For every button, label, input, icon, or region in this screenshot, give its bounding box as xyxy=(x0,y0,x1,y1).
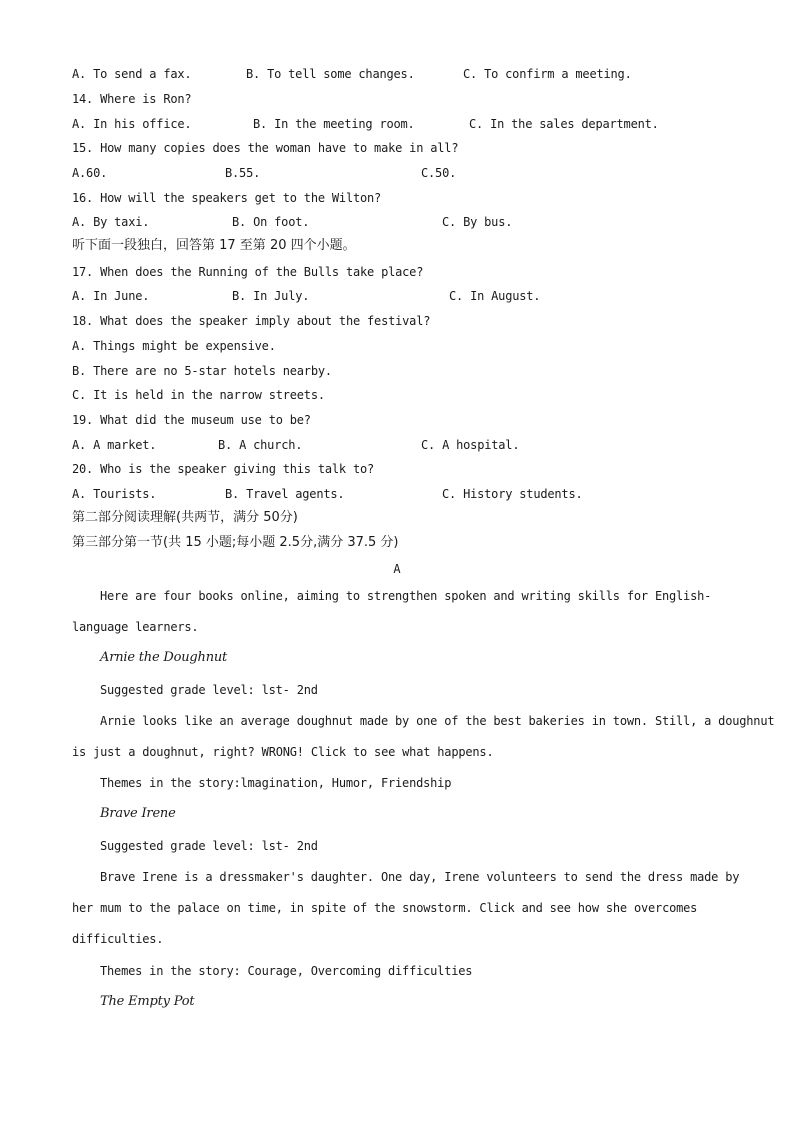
monologue-instruction: 听下面一段独白，回答第 17 至第 20 四个小题。 xyxy=(72,238,356,253)
q20-option-a: A. Tourists. xyxy=(72,487,157,501)
q13-option-b: B. To tell some changes. xyxy=(246,67,415,81)
book1-grade: Suggested grade level: lst- 2nd xyxy=(100,683,318,697)
q20-option-b: B. Travel agents. xyxy=(225,487,345,501)
q13-option-a: A. To send a fax. xyxy=(72,67,192,81)
q14-option-a: A. In his office. xyxy=(72,117,192,131)
q14-option-c: C. In the sales department. xyxy=(469,117,659,131)
book2-grade: Suggested grade level: lst- 2nd xyxy=(100,839,318,853)
q18-option-c: C. It is held in the narrow streets. xyxy=(72,388,325,402)
book2-desc-line1: Brave Irene is a dressmaker's daughter. One day, Irene volunteers to send the dress made by xyxy=(100,870,740,884)
q13-option-c: C. To confirm a meeting. xyxy=(463,67,632,81)
book2-title: Brave Irene xyxy=(100,806,176,821)
q17-option-b: B. In July. xyxy=(232,289,310,303)
passage-label: A xyxy=(393,562,401,576)
book1-desc-line2: is just a doughnut, right? WRONG! Click to see what happens. xyxy=(72,745,494,759)
book2-themes: Themes in the story: Courage, Overcoming difficulties xyxy=(100,964,473,978)
q19-option-c: C. A hospital. xyxy=(421,438,520,452)
question-15: 15. How many copies does the woman have to make in all? xyxy=(72,141,459,155)
q17-option-c: C. In August. xyxy=(449,289,541,303)
question-17: 17. When does the Running of the Bulls take place? xyxy=(72,265,424,279)
question-14: 14. Where is Ron? xyxy=(72,92,192,106)
book2-desc-line3: difficulties. xyxy=(72,932,164,946)
question-16: 16. How will the speakers get to the Wilton? xyxy=(72,191,382,205)
q15-option-b: B.55. xyxy=(225,166,261,180)
q15-option-c: C.50. xyxy=(421,166,457,180)
book1-themes: Themes in the story:lmagination, Humor, Friendship xyxy=(100,776,452,790)
book2-desc-line2: her mum to the palace on time, in spite of the snowstorm. Click and see how she overcomes xyxy=(72,901,698,915)
q15-option-a: A.60. xyxy=(72,166,108,180)
q18-option-a: A. Things might be expensive. xyxy=(72,339,276,353)
q18-option-b: B. There are no 5-star hotels nearby. xyxy=(72,364,332,378)
q20-option-c: C. History students. xyxy=(442,487,583,501)
part2-heading: 第二部分阅读理解(共两节，满分 50分) xyxy=(72,510,298,525)
q19-option-b: B. A church. xyxy=(218,438,303,452)
q16-option-c: C. By bus. xyxy=(442,215,513,229)
q16-option-b: B. On foot. xyxy=(232,215,310,229)
passage-intro-line1: Here are four books online, aiming to strengthen spoken and writing skills for English- xyxy=(100,589,712,603)
q14-option-b: B. In the meeting room. xyxy=(253,117,415,131)
q17-option-a: A. In June. xyxy=(72,289,150,303)
part3-section1-heading: 第三部分第一节(共 15 小题;每小题 2.5分,满分 37.5 分) xyxy=(72,535,399,550)
question-19: 19. What did the museum use to be? xyxy=(72,413,311,427)
q19-option-a: A. A market. xyxy=(72,438,157,452)
question-18: 18. What does the speaker imply about the festival? xyxy=(72,314,431,328)
book3-title: The Empty Pot xyxy=(100,994,195,1009)
book1-desc-line1: Arnie looks like an average doughnut made by one of the best bakeries in town. Still, a doughnut xyxy=(100,714,775,728)
book1-title: Arnie the Doughnut xyxy=(100,650,228,665)
passage-intro-line2: language learners. xyxy=(72,620,199,634)
question-20: 20. Who is the speaker giving this talk to? xyxy=(72,462,375,476)
q16-option-a: A. By taxi. xyxy=(72,215,150,229)
